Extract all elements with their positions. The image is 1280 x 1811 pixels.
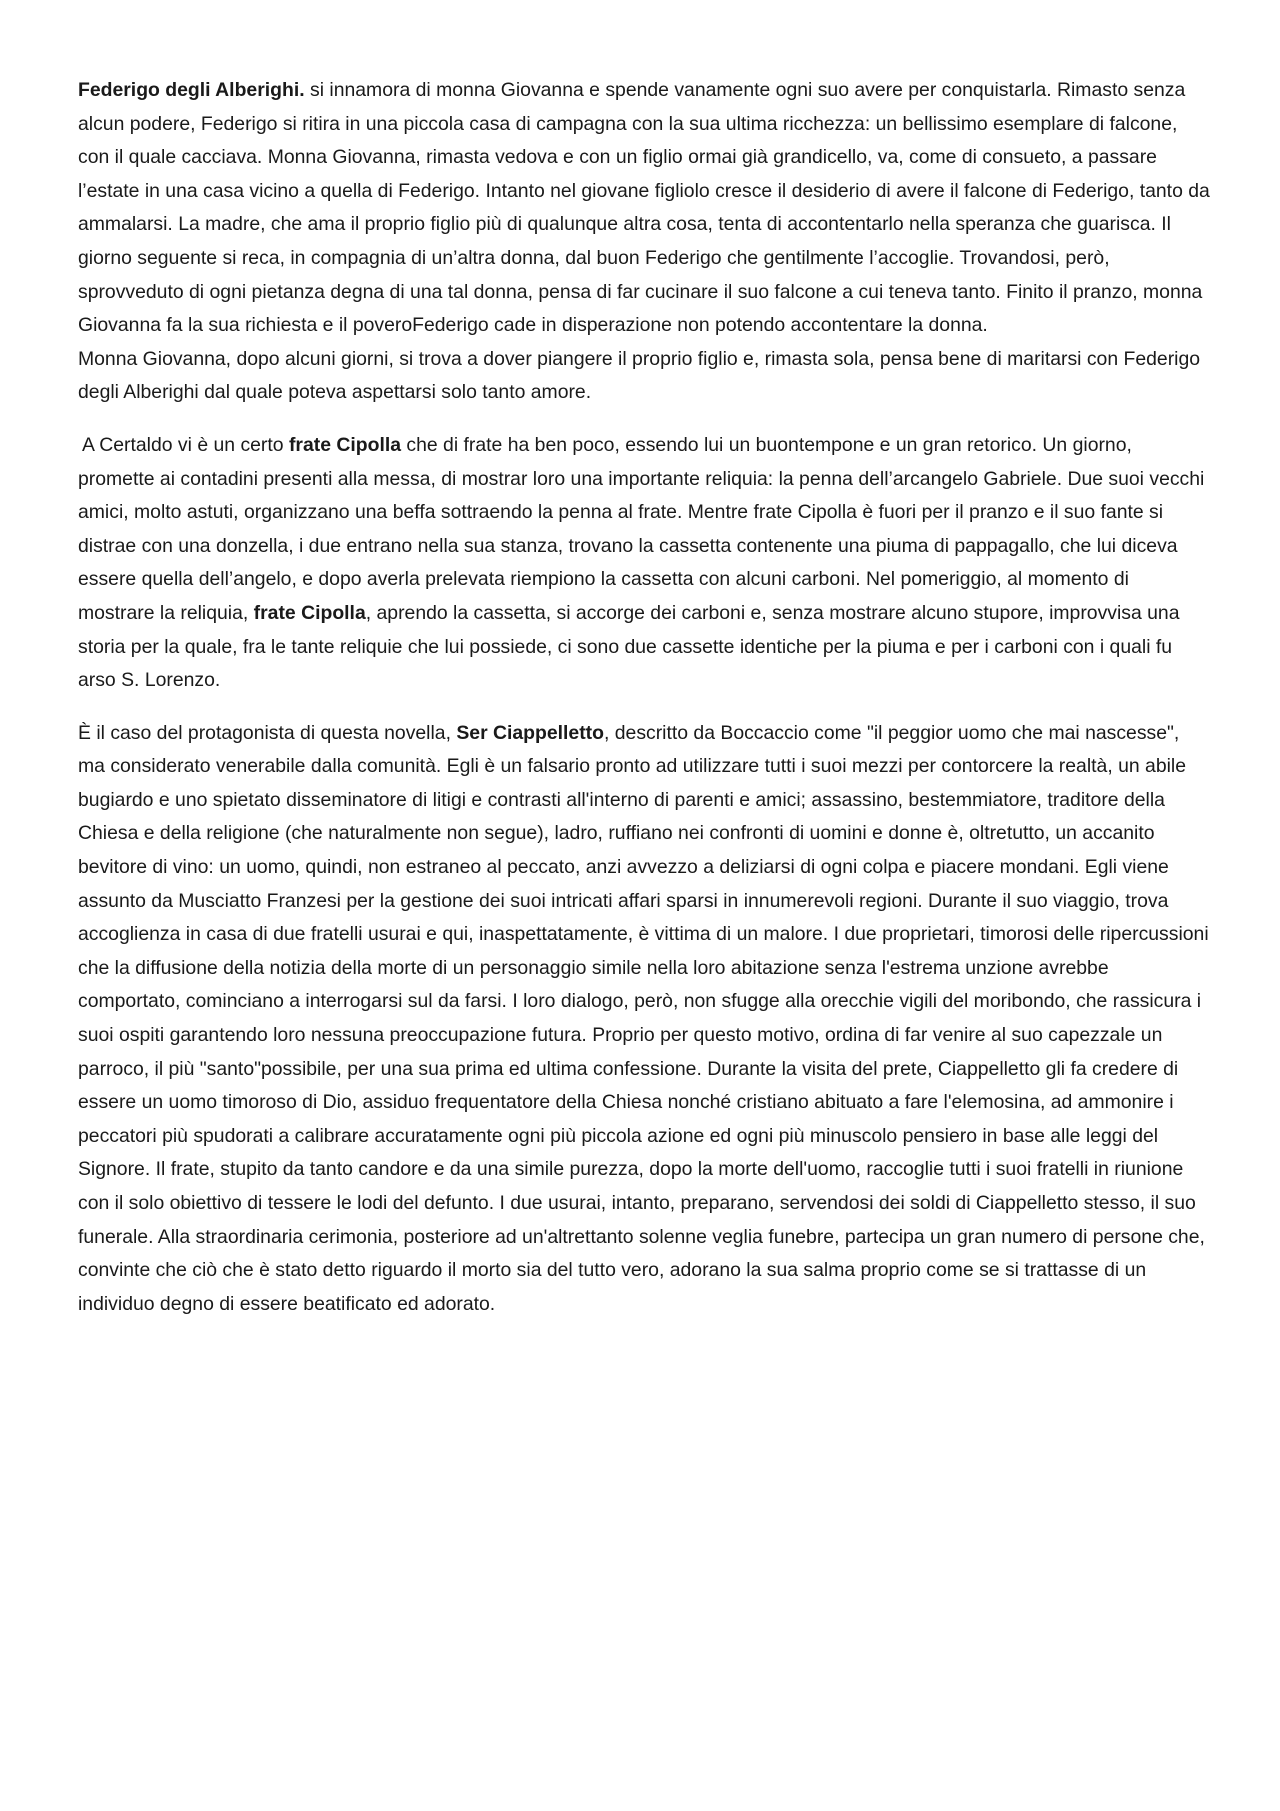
- paragraph-text: A Certaldo vi è un certo: [82, 433, 289, 456]
- bold-lead-federigo: Federigo degli Alberighi.: [78, 79, 305, 101]
- paragraph-ser-ciappelletto: [78, 717, 1210, 1322]
- paragraph-text: È il caso del protagonista di questa novella,: [78, 721, 457, 744]
- bold-frate-cipolla-2: frate Cipolla: [253, 601, 366, 624]
- paragraph-monna-giovanna: [78, 343, 1210, 410]
- paragraph-text: , descritto da Boccaccio come "il peggior uomo che mai nascesse", ma considerato venerabile dalla comunità. Egli è un falsario pronto ad utilizzare tutti i suoi mezzi per contorcere la realtà, un abile bugiardo e uno spietato disseminatore di litigi e contrasti all'interno di parenti e amici; assassino, bestemmiatore, traditore della Chiesa e della religione (che naturalmente non segue), ladro, ruffiano nei confronti di uomini e donne è, oltretutto, un accanito bevitore di vino: un uomo, quindi, non estraneo al peccato, anzi avvezzo a deliziarsi di ogni colpa e piacere mondani. Egli viene assunto da Musciatto Franzesi per la gestione dei suoi intricati affari sparsi in innumerevoli regioni. Durante il suo viaggio, trova accoglienza in casa di due fratelli usurai e qui, inaspettatamente, è vittima di un malore. I due proprietari, timorosi delle ripercussioni che la diffusione della notizia della morte di un personaggio simile nella loro abitazione senza l'estrema unzione avrebbe comportato, cominciano a interrogarsi sul da farsi. I loro dialogo, però, non sfugge alla orecchie vigili del moribondo, che rassicura i suoi ospiti garantendo loro nessuna preoccupazione futura. Proprio per questo motivo, ordina di far venire al suo capezzale un parroco, il più "santo"possibile, per una sua prima ed ultima confessione. Durante la visita del prete, Ciappelletto gli fa credere di essere un uomo timoroso di Dio, assiduo frequentatore della Chiesa nonché cristiano abituato a fare l'elemosina, ad ammonire i peccatori più spudorati a calibrare accuratamente ogni più piccola azione ed ogni più minuscolo pensiero in base alle leggi del Signore. Il frate, stupito da tanto candore e da una simile purezza, dopo la morte dell'uomo, raccoglie tutti i suoi fratelli in riunione con il solo obiettivo di tessere le lodi del defunto. I due usurai, intanto, preparano, servendosi dei soldi di Ciappelletto stesso, il suo funerale. Alla straordinaria cerimonia, posteriore ad un'altrettanto solenne veglia funebre, partecipa un gran numero di persone che, convinte che ciò che è stato detto riguardo il morto sia del tutto vero, adorano la sua salma proprio come se si trattasse di un individuo degno di essere beatificato ed adorato.: [78, 721, 1209, 1315]
- paragraph-text: si innamora di monna Giovanna e spende vanamente ogni suo avere per conquistarla. Rimasto senza alcun podere, Federigo si ritira in una piccola casa di campagna con la sua ultima ricchezza: un bellissimo esemplare di falcone, con il quale cacciava. Monna Giovanna, rimasta vedova e con un figlio ormai già grandicello, va, come di consueto, a passare l’estate in una casa vicino a quella di Federigo. Intanto nel giovane figliolo cresce il desiderio di avere il falcone di Federigo, tanto da ammalarsi. La madre, che ama il proprio figlio più di qualunque altra cosa, tenta di accontentarlo nella speranza che guarisca. Il giorno seguente si reca, in compagnia di un’altra donna, dal buon Federigo che gentilmente l’accoglie. Trovandosi, però, sprovveduto di ogni pietanza degna di una tal donna, pensa di far cucinare il suo falcone a cui teneva tanto. Finito il pranzo, monna Giovanna fa la sua richiesta e il poveroFederigo cade in disperazione non potendo accontentare la donna.: [78, 79, 1210, 337]
- paragraph-frate-cipolla: [78, 429, 1210, 698]
- paragraph-federigo: [78, 74, 1210, 343]
- paragraph-text: Monna Giovanna, dopo alcuni giorni, si trova a dover piangere il proprio figlio e, rimasta sola, pensa bene di maritarsi con Federigo degli Alberighi dal quale poteva aspettarsi solo tanto amore.: [78, 347, 1201, 404]
- paragraph-text: che di frate ha ben poco, essendo lui un buontempone e un gran retorico. Un giorno, promette ai contadini presenti alla messa, di mostrar loro una importante reliquia: la penna dell’arcangelo Gabriele. Due suoi vecchi amici, molto astuti, organizzano una beffa sottraendo la penna al frate. Mentre frate Cipolla è fuori per il pranzo e il suo fante si distrae con una donzella, i due entrano nella sua stanza, trovano la cassetta contenente una piuma di pappagallo, che lui diceva essere quella dell’angelo, e dopo averla prelevata riempiono la cassetta con alcuni carboni. Nel pomeriggio, al momento di mostrare la reliquia,: [78, 433, 1205, 624]
- paragraph-text: , aprendo la cassetta, si accorge dei carboni e, senza mostrare alcuno stupore, improvvisa una storia per la quale, fra le tante reliquie che lui possiede, ci sono due cassette identiche per la piuma e per i carboni con i quali fu arso S. Lorenzo.: [78, 601, 1180, 692]
- document-page: [78, 74, 1210, 1321]
- bold-ser-ciappelletto: Ser Ciappelletto: [456, 721, 604, 744]
- bold-frate-cipolla: frate Cipolla: [288, 433, 402, 456]
